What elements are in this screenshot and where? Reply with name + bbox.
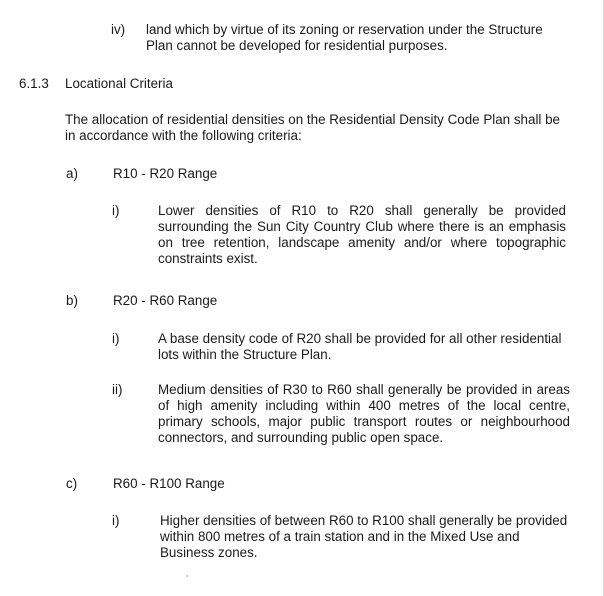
- range-b-letter: b): [66, 293, 78, 308]
- range-c-title: R60 - R100 Range: [113, 476, 225, 491]
- scan-speck: [186, 575, 188, 577]
- range-c-item-1-text: Higher densities of between R60 to R100 shall generally be provided within 800 metres of a train station and in the Mixed Use and Business zones.: [160, 513, 568, 560]
- item-iv-text: land which by virtue of its zoning or reservation under the Structure Plan cannot be developed for residential purposes.: [146, 22, 543, 53]
- item-iv-marker: iv): [111, 22, 126, 37]
- range-b-item-2-marker: ii): [112, 382, 123, 397]
- section-number: 6.1.3: [19, 76, 49, 91]
- range-b-title: R20 - R60 Range: [113, 293, 218, 308]
- section-title: Locational Criteria: [65, 76, 173, 91]
- range-b-item-1-text: A base density code of R20 shall be provided for all other residential lots within the Structure Plan.: [158, 331, 562, 362]
- range-a-item-1-marker: i): [112, 203, 120, 218]
- range-a-title: R10 - R20 Range: [113, 166, 218, 181]
- range-c-letter: c): [66, 476, 78, 491]
- range-c-item-1-marker: i): [112, 513, 120, 528]
- intro-paragraph: The allocation of residential densities on the Residential Density Code Plan shall be in accordance with the following criteria:: [65, 112, 561, 143]
- range-b-item-2-text: Medium densities of R30 to R60 shall generally be provided in areas of high amenity including within 400 metres of the local centre, primary schools, major public transport routes or neighbourhood connectors, and surrounding public open space.: [158, 382, 570, 445]
- range-b-item-1-marker: i): [112, 331, 120, 346]
- range-a-item-1-text: Lower densities of R10 to R20 shall generally be provided surrounding the Sun City Country Club where there is an emphasis on tree retention, landscape amenity and/or where topographic constraints exist.: [158, 203, 566, 266]
- range-a-letter: a): [66, 166, 78, 181]
